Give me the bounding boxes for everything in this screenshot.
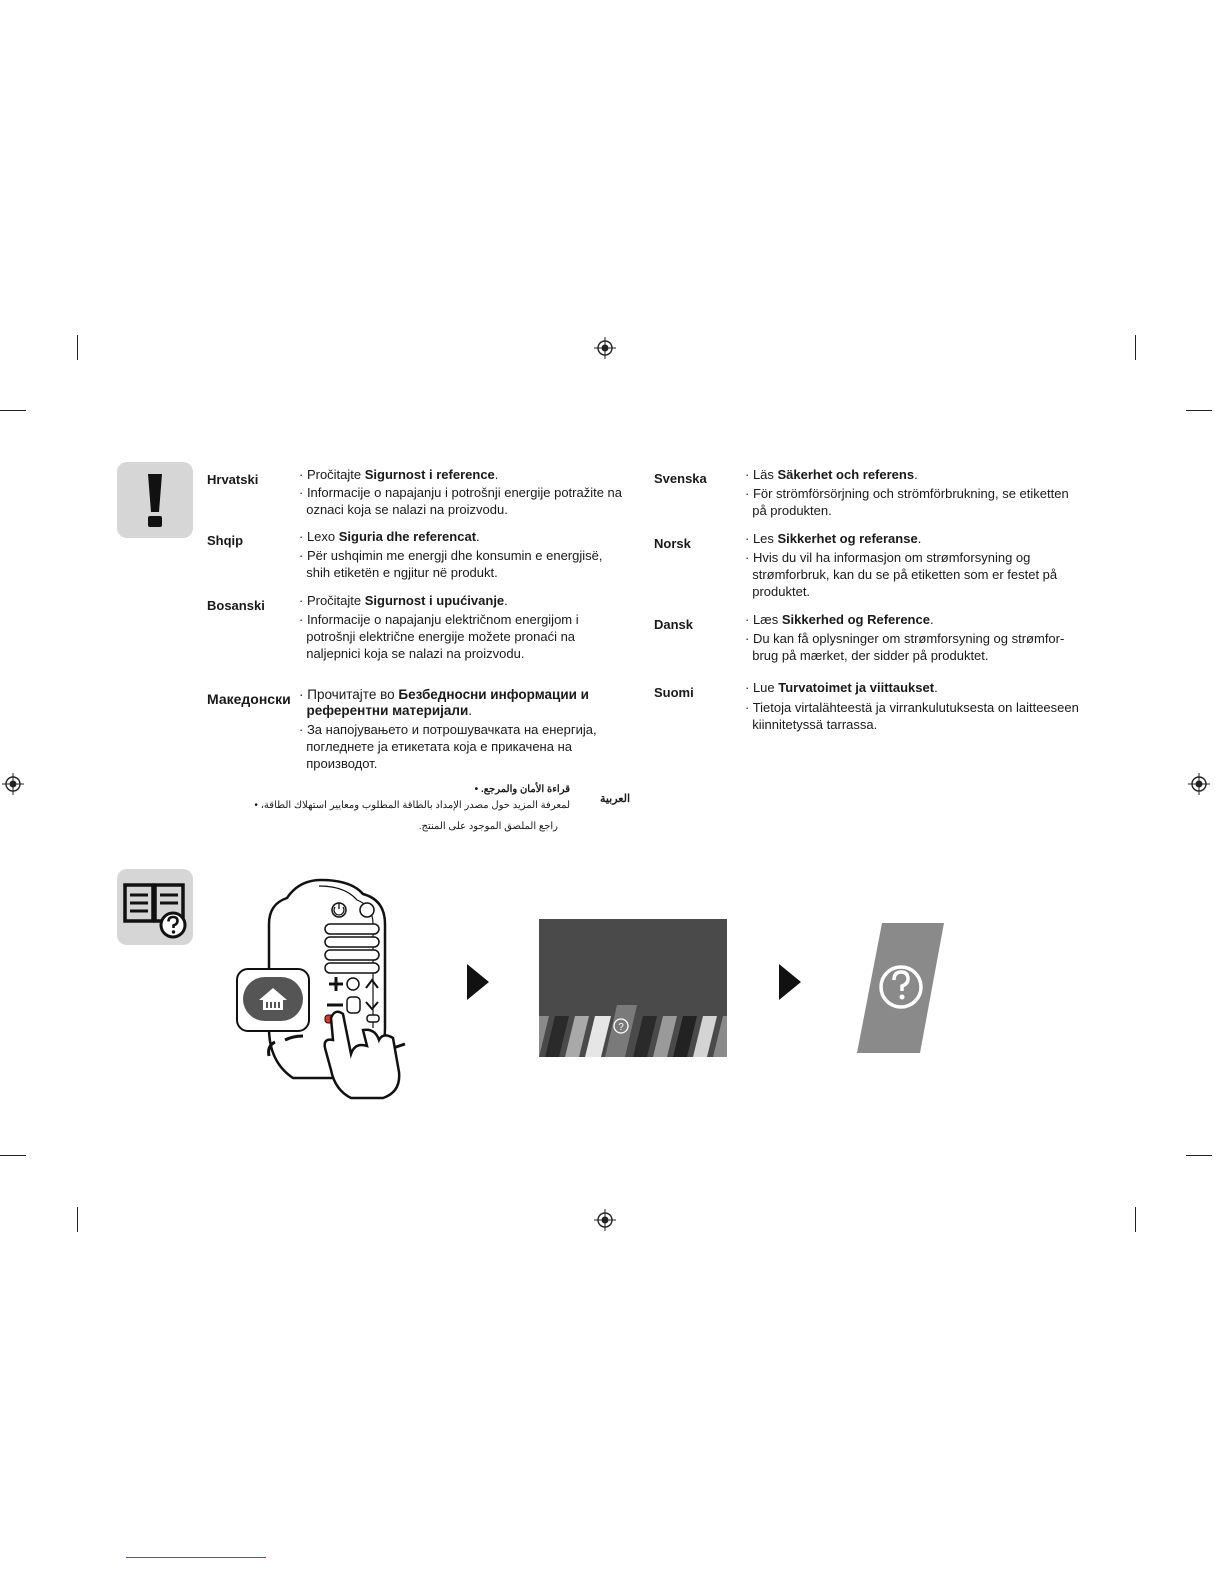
- text-line: · Informacije o napajanju električnom energijom i: [299, 612, 579, 627]
- text-line: · Прочитајте во Безбедносни информации и: [299, 687, 589, 702]
- text-line: · Pročitajte Sigurnost i upućivanje.: [299, 593, 508, 608]
- text-line: · Læs Sikkerhed og Reference.: [745, 612, 934, 627]
- text-line: strømforbruk, kan du se på etiketten som er festet på: [745, 567, 1058, 582]
- tv-home-launcher-illustration: [539, 919, 727, 1057]
- crop-mark: [1186, 1155, 1212, 1156]
- language-label: Norsk: [654, 536, 691, 551]
- language-label: Hrvatski: [207, 472, 259, 487]
- crop-mark: [1135, 335, 1136, 360]
- text-line: · Hvis du vil ha informasjon om strømforsyning og: [745, 550, 1031, 565]
- crop-mark: [1135, 1207, 1136, 1232]
- text-line: · Informacije o napajanju i potrošnji energije potražite na: [299, 485, 623, 500]
- crop-mark: [0, 1155, 26, 1156]
- home-icon: [243, 977, 303, 1021]
- text-line: · Lue Turvatoimet ja viittaukset.: [745, 680, 938, 695]
- text-line: производот.: [299, 756, 378, 771]
- language-label: Suomi: [654, 685, 694, 700]
- text-line: · За напојувањето и потрошувачката на енергија,: [299, 722, 597, 737]
- language-label: Bosanski: [207, 598, 265, 613]
- svg-text:?: ?: [618, 1022, 624, 1033]
- user-guide-help-tile: [856, 922, 946, 1054]
- text-line: produktet.: [745, 584, 811, 599]
- crop-mark: [1186, 410, 1212, 411]
- text-line: قراءة الأمان والمرجع. •: [474, 784, 570, 795]
- crop-mark: [77, 335, 78, 360]
- text-line: · Du kan få oplysninger om strømforsyning og strømfor-: [745, 631, 1065, 646]
- text-line: shih etiketën e ngjitur në produkt.: [299, 565, 498, 580]
- registration-mark-icon: [594, 337, 616, 359]
- home-button[interactable]: [243, 977, 303, 1021]
- text-line: på produkten.: [745, 503, 832, 518]
- crop-mark: [0, 410, 26, 411]
- text-line: · Tietoja virtalähteestä ja virrankulutuksesta on laitteeseen: [745, 700, 1079, 715]
- text-line: референтни материјали.: [306, 703, 473, 718]
- warning-tile: [117, 462, 193, 538]
- language-label: Македонски: [207, 691, 291, 707]
- crop-mark: [77, 1207, 78, 1232]
- text-line: potrošnji električne energije možete pronaći na: [299, 629, 576, 644]
- text-line: naljepnici koja se nalazi na proizvodu.: [299, 646, 525, 661]
- registration-mark-icon: [594, 1209, 616, 1231]
- language-label: العربية: [599, 793, 630, 805]
- footer-rule: [126, 1557, 266, 1558]
- text-line: погледнете ја етикетата која е прикачена на: [299, 739, 572, 754]
- registration-mark-icon: [1188, 773, 1210, 795]
- registration-mark-icon: [2, 773, 24, 795]
- home-button-callout: [236, 968, 310, 1032]
- text-line: · Lexo Siguria dhe referencat.: [299, 529, 480, 544]
- text-line: · Les Sikkerhet og referanse.: [745, 531, 922, 546]
- language-label: Svenska: [654, 471, 707, 486]
- exclamation-icon: [117, 462, 193, 538]
- text-line: لمعرفة المزيد حول مصدر الإمداد بالطاقة المطلوب ومعايير استهلاك الطاقة، •: [254, 800, 570, 811]
- text-line: راجع الملصق الموجود على المنتج.: [418, 821, 558, 832]
- text-line: · Läs Säkerhet och referens.: [745, 467, 918, 482]
- text-line: kiinnitetyssä tarrassa.: [745, 717, 878, 732]
- play-arrow-icon: [467, 964, 489, 1000]
- language-label: Dansk: [654, 617, 694, 632]
- text-line: oznaci koja se nalazi na proizvodu.: [299, 502, 508, 517]
- text-line: · För strömförsörjning och strömförbrukning, se etiketten: [745, 486, 1069, 501]
- text-line: · Për ushqimin me energji dhe konsumin e energjisë,: [299, 548, 603, 563]
- text-line: brug på mærket, der sidder på produktet.: [745, 648, 989, 663]
- play-arrow-icon: [779, 964, 801, 1000]
- language-label: Shqip: [207, 533, 244, 548]
- manual-tile: [117, 869, 193, 945]
- book-question-icon: [117, 869, 193, 945]
- text-line: · Pročitajte Sigurnost i reference.: [299, 467, 499, 482]
